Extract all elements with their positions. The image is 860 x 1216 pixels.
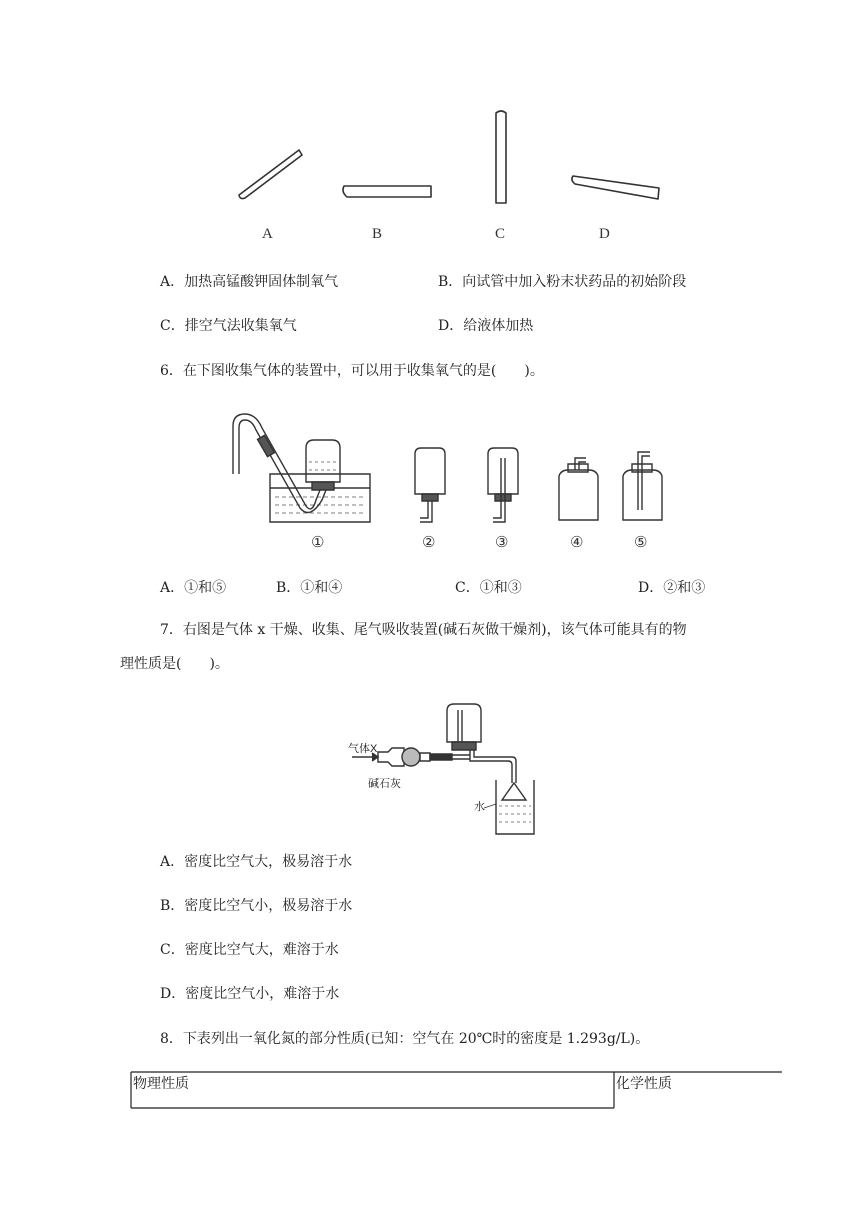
q6-option-d: D．②和③ <box>638 580 706 596</box>
table-header-chemical: 化学性质 <box>616 1076 672 1092</box>
q5-option-d: D．给液体加热 <box>438 318 534 334</box>
q7-stem-line1: 7．右图是气体 x 干燥、收集、尾气吸收装置(碱石灰做干燥剂)，该气体可能具有的物 <box>160 622 687 638</box>
fig2-label-4: ④ <box>570 535 584 551</box>
collection-bottle-inverted <box>447 704 481 742</box>
soda-lime-bulb <box>402 748 420 766</box>
fig2-label-2: ② <box>422 535 436 551</box>
q6-option-c: C．①和③ <box>455 580 522 596</box>
fig2-label-1: ① <box>311 535 325 551</box>
q7-option-c: C．密度比空气大，难溶于水 <box>160 942 339 958</box>
q6-stem: 6．在下图收集气体的装置中，可以用于收集氧气的是( )。 <box>160 363 544 379</box>
gas-x-label: 气体X <box>348 743 378 755</box>
water-label: 水 <box>474 801 485 813</box>
q6-option-a: A．①和⑤ <box>160 580 227 596</box>
q8-stem: 8．下表列出一氧化氮的部分性质(已知：空气在 20℃时的密度是 1.293g/L)。 <box>160 1031 650 1047</box>
q5-option-a: A．加热高锰酸钾固体制氧气 <box>160 274 339 290</box>
fig1-label-d: D <box>599 226 610 242</box>
q7-option-d: D．密度比空气小，难溶于水 <box>160 986 340 1002</box>
fig1-label-a: A <box>262 226 273 242</box>
fig2-label-5: ⑤ <box>634 535 648 551</box>
q7-option-a: A．密度比空气大，极易溶于水 <box>160 854 353 870</box>
q5-option-b: B．向试管中加入粉末状药品的初始阶段 <box>438 274 687 290</box>
fig1-label-b: B <box>372 226 383 242</box>
soda-lime-label: 碱石灰 <box>368 778 401 790</box>
fig1-label-c: C <box>495 226 506 242</box>
fig2-label-3: ③ <box>495 535 509 551</box>
water-beaker <box>496 780 534 834</box>
q7-option-b: B．密度比空气小，极易溶于水 <box>160 898 353 914</box>
q6-option-b: B．①和④ <box>276 580 343 596</box>
q5-option-c: C．排空气法收集氧气 <box>160 318 297 334</box>
table-header-physical: 物理性质 <box>133 1076 189 1092</box>
q7-stem-line2: 理性质是( )。 <box>120 656 229 672</box>
